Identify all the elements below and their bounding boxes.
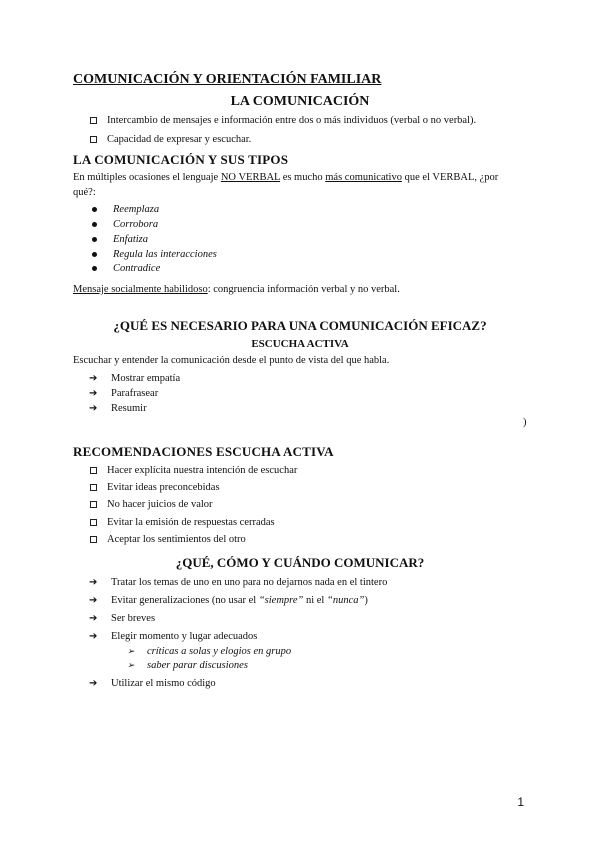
list-item	[89, 613, 155, 624]
bullet-dot-icon	[92, 237, 97, 242]
underlined-no-verbal: NO VERBAL	[220, 172, 281, 183]
list-item	[90, 134, 251, 145]
list-item	[90, 517, 275, 528]
list-item-text: Parafrasear	[111, 388, 159, 399]
document-title: COMUNICACIÓN Y ORIENTACIÓN FAMILIAR	[73, 72, 382, 87]
heading-que-como-cuando: ¿QUÉ, CÓMO Y CUÁNDO COMUNICAR?	[175, 555, 425, 570]
text-fragment: ni el	[303, 595, 327, 606]
arrow-right-icon: ➔	[89, 388, 98, 399]
tipos-paragraph-line2: qué?:	[73, 187, 96, 198]
list-item-text: Contradice	[113, 263, 161, 274]
heading-comunicacion-eficaz: ¿QUÉ ES NECESARIO PARA UNA COMUNICACIÓN EFICAZ?	[113, 318, 487, 333]
underlined-mensaje: Mensaje socialmente habilidoso	[73, 284, 208, 295]
heading-recomendaciones: RECOMENDACIONES ESCUCHA ACTIVA	[73, 444, 334, 459]
list-item	[90, 482, 220, 493]
list-item	[89, 403, 147, 414]
quote-siempre: “siempre”	[258, 595, 304, 606]
list-item	[89, 595, 368, 606]
square-bullet-icon	[90, 519, 97, 526]
stray-parenthesis: )	[523, 417, 527, 428]
arrow-right-icon: ➔	[89, 373, 98, 384]
list-item-text: Resumir	[111, 403, 147, 414]
subheading-escucha-activa: ESCUCHA ACTIVA	[251, 338, 349, 350]
sub-list-item	[127, 660, 248, 671]
list-item-text: Hacer explícita nuestra intención de escuchar	[107, 465, 298, 476]
list-item	[92, 204, 159, 215]
arrow-right-icon: ➔	[89, 577, 98, 588]
list-item	[89, 388, 158, 399]
bullet-dot-icon	[92, 207, 97, 212]
sub-list-item-text: saber parar discusiones	[147, 660, 248, 671]
list-item-text: Regula las interacciones	[113, 249, 217, 260]
list-item	[92, 234, 148, 245]
list-item-text: Enfatiza	[113, 234, 149, 245]
arrow-right-icon: ➔	[89, 631, 98, 642]
list-item-text: Capacidad de expresar y escuchar.	[107, 134, 252, 145]
bullet-dot-icon	[92, 252, 97, 257]
mensaje-line	[73, 284, 400, 295]
heading-la-comunicacion: LA COMUNICACIÓN	[230, 94, 370, 109]
heading-tipos: LA COMUNICACIÓN Y SUS TIPOS	[73, 152, 289, 167]
page-number: 1	[517, 795, 524, 809]
sub-list-item	[127, 646, 291, 657]
list-item	[90, 115, 476, 126]
list-item	[89, 373, 180, 384]
arrow-right-icon: ➔	[89, 403, 98, 414]
underlined-mas-comunicativo: más comunicativo	[325, 172, 402, 183]
list-item	[90, 465, 297, 476]
list-item-text: Mostrar empatía	[111, 373, 181, 384]
square-bullet-icon	[90, 467, 97, 474]
list-item	[90, 499, 213, 510]
text-fragment: : congruencia información verbal y no verbal.	[207, 284, 400, 295]
escucha-paragraph: Escuchar y entender la comunicación desde el punto de vista del que habla.	[73, 355, 390, 366]
list-item	[89, 678, 216, 689]
list-item	[92, 249, 217, 260]
text-fragment: En múltiples ocasiones el lenguaje	[73, 172, 221, 183]
text-fragment: que el VERBAL, ¿por	[401, 172, 499, 183]
list-item	[90, 534, 246, 545]
quote-nunca: “nunca”	[326, 595, 365, 606]
square-bullet-icon	[90, 536, 97, 543]
arrow-right-icon: ➔	[89, 678, 98, 689]
list-item-text: Aceptar los sentimientos del otro	[107, 534, 246, 545]
square-bullet-icon	[90, 501, 97, 508]
square-bullet-icon	[90, 117, 97, 124]
list-item-text: Tratar los temas de uno en uno para no dejarnos nada en el tintero	[111, 577, 388, 588]
sub-list-item-text: críticas a solas y elogios en grupo	[147, 646, 292, 657]
list-item	[89, 577, 387, 588]
list-item	[92, 263, 160, 274]
triangle-arrow-icon: ➢	[127, 646, 135, 656]
text-fragment: es mucho	[280, 172, 326, 183]
tipos-paragraph-line1	[73, 172, 498, 183]
bullet-dot-icon	[92, 266, 97, 271]
list-item-text: No hacer juicios de valor	[107, 499, 213, 510]
list-item-text: Utilizar el mismo código	[111, 678, 216, 689]
list-item	[89, 631, 257, 642]
square-bullet-icon	[90, 484, 97, 491]
list-item-text	[111, 595, 368, 606]
triangle-arrow-icon: ➢	[127, 660, 135, 670]
arrow-right-icon: ➔	[89, 595, 98, 606]
list-item-text: Corrobora	[113, 219, 159, 230]
square-bullet-icon	[90, 136, 97, 143]
list-item	[92, 219, 158, 230]
list-item-text: Evitar la emisión de respuestas cerradas	[107, 517, 275, 528]
text-fragment: )	[364, 595, 368, 606]
text-fragment: Evitar generalizaciones (no usar el	[111, 595, 259, 606]
list-item-text: Intercambio de mensajes e información entre dos o más individuos (verbal o no verbal).	[107, 115, 477, 126]
list-item-text: Reemplaza	[113, 204, 160, 215]
list-item-text: Elegir momento y lugar adecuados	[111, 631, 258, 642]
arrow-right-icon: ➔	[89, 613, 98, 624]
bullet-dot-icon	[92, 222, 97, 227]
list-item-text: Evitar ideas preconcebidas	[107, 482, 220, 493]
list-item-text: Ser breves	[111, 613, 156, 624]
